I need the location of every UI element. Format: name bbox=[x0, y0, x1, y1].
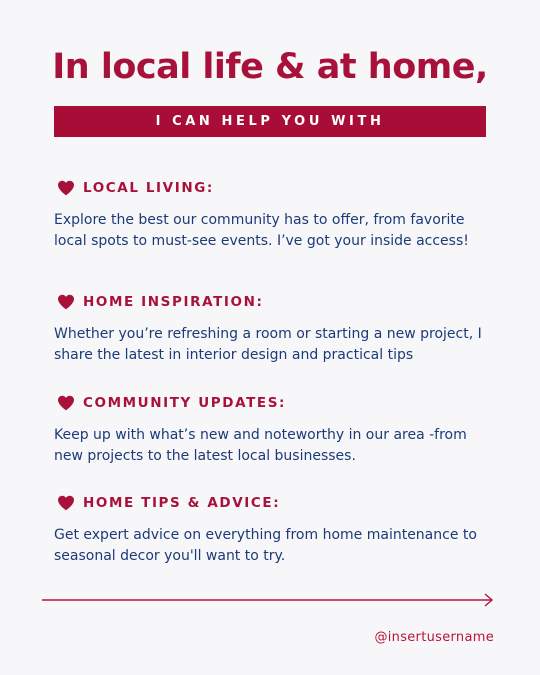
section-body: Explore the best our community has to offer, from favorite local spots to must-see events. I’ve got your inside access! bbox=[54, 212, 469, 249]
section-heading-label: LOCAL LIVING: bbox=[83, 180, 214, 196]
subtitle-banner: I CAN HELP YOU WITH bbox=[54, 106, 486, 137]
section-body: Keep up with what’s new and noteworthy in our area -from new projects to the latest local businesses. bbox=[54, 427, 467, 464]
section-community-updates bbox=[54, 393, 494, 467]
section-home-tips bbox=[54, 493, 494, 567]
page-title: In local life & at home, bbox=[52, 47, 488, 87]
section-heading bbox=[57, 493, 494, 513]
section-body: Get expert advice on everything from home maintenance to seasonal decor you'll want to try. bbox=[54, 527, 477, 564]
heart-icon bbox=[57, 495, 75, 511]
section-heading-label: HOME TIPS & ADVICE: bbox=[83, 495, 281, 511]
section-body: Whether you’re refreshing a room or starting a new project, I share the latest in interior design and practical tips bbox=[54, 326, 482, 363]
heart-icon bbox=[57, 294, 75, 310]
heart-icon bbox=[57, 180, 75, 196]
section-heading bbox=[57, 292, 494, 312]
section-local-living bbox=[54, 178, 494, 252]
username-handle: @insertusername bbox=[374, 630, 494, 645]
section-heading-label: COMMUNITY UPDATES: bbox=[83, 395, 287, 411]
section-heading bbox=[57, 393, 494, 413]
section-heading-label: HOME INSPIRATION: bbox=[83, 294, 264, 310]
section-home-inspiration bbox=[54, 292, 494, 366]
arrow-right-icon bbox=[42, 592, 496, 608]
section-heading bbox=[57, 178, 494, 198]
heart-icon bbox=[57, 395, 75, 411]
